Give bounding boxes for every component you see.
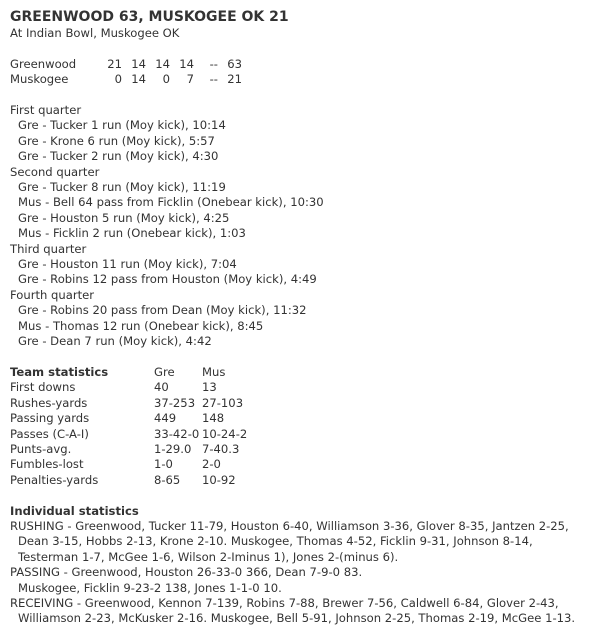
stat-label: Punts-avg. [10, 441, 72, 456]
rushing-line: Testerman 1-7, McGee 1-6, Wilson 2-Iminus 1), Jones 2-(minus 6). [18, 549, 399, 564]
receiving-line: RECEIVING - Greenwood, Kennon 7-139, Robins 7-88, Brewer 7-56, Caldwell 6-84, Glover 2-43, [10, 595, 559, 610]
linescore-final: 63 [227, 56, 242, 71]
scoring-play: Gre - Houston 5 run (Moy kick), 4:25 [18, 210, 230, 225]
stat-value-a: 1-0 [154, 457, 173, 472]
quarter-heading: Third quarter [10, 241, 87, 256]
linescore-q4: 14 [179, 56, 194, 71]
scoring-summary [10, 103, 596, 350]
scoring-play: Gre - Krone 6 run (Moy kick), 5:57 [18, 133, 215, 148]
table-row [10, 427, 247, 442]
scoring-play: Mus - Thomas 12 run (Onebear kick), 8:45 [18, 318, 264, 333]
table-row [10, 442, 247, 457]
team-stats-col-a: Gre [154, 364, 175, 379]
scoring-play: Gre - Tucker 1 run (Moy kick), 10:14 [18, 118, 226, 133]
team-stats-col-b: Mus [202, 364, 226, 379]
linescore-row-muskogee [10, 72, 242, 87]
passing-line: PASSING - Greenwood, Houston 26-33-0 366, Dean 7-9-0 83. [10, 565, 363, 580]
page-title: GREENWOOD 63, MUSKOGEE OK 21 [10, 9, 289, 25]
linescore-q2: 14 [131, 56, 146, 71]
spacer [10, 488, 596, 503]
scoring-play: Gre - Robins 20 pass from Dean (Moy kick), 11:32 [18, 303, 307, 318]
scoring-play: Mus - Ficklin 2 run (Onebear kick), 1:03 [18, 226, 246, 241]
table-row [10, 473, 247, 488]
stat-value-b: 7-40.3 [202, 441, 240, 456]
scoring-play: Gre - Tucker 8 run (Moy kick), 11:19 [18, 180, 226, 195]
stat-value-a: 37-253 [154, 395, 196, 410]
linescore-q1: 21 [107, 56, 122, 71]
stat-value-b: 13 [202, 380, 217, 395]
stat-value-a: 449 [154, 411, 177, 426]
spacer [10, 350, 596, 365]
individual-stats [10, 504, 596, 627]
quarter-heading: Fourth quarter [10, 287, 95, 302]
stat-label: Rushes-yards [10, 395, 88, 410]
linescore-team: Muskogee [10, 72, 69, 87]
linescore-q2: 14 [131, 72, 146, 87]
stat-value-b: 2-0 [202, 457, 221, 472]
table-row [10, 457, 247, 472]
game-location: At Indian Bowl, Muskogee OK [10, 26, 180, 40]
linescore-q4: 7 [186, 72, 194, 87]
stat-value-a: 33-42-0 [154, 426, 200, 441]
stat-label: Fumbles-lost [10, 457, 84, 472]
linescore-q1: 0 [114, 72, 122, 87]
stat-value-b: 148 [202, 411, 225, 426]
scoring-play: Gre - Dean 7 run (Moy kick), 4:42 [18, 334, 212, 349]
linescore-q3: 14 [155, 56, 170, 71]
team-stats-table [10, 365, 247, 488]
stat-value-b: 27-103 [202, 395, 244, 410]
stat-value-b: 10-24-2 [202, 426, 248, 441]
linescore-row-greenwood [10, 57, 242, 72]
stat-label: Penalties-yards [10, 472, 99, 487]
scoring-play: Mus - Bell 64 pass from Ficklin (Onebear kick), 10:30 [18, 195, 324, 210]
spacer [10, 88, 596, 103]
spacer [10, 41, 596, 56]
linescore-final: 21 [227, 72, 242, 87]
passing-line: Muskogee, Ficklin 9-23-2 138, Jones 1-1-0 10. [18, 580, 282, 595]
table-row [10, 411, 247, 426]
linescore-dash: -- [209, 56, 218, 71]
rushing-line: RUSHING - Greenwood, Tucker 11-79, Houston 6-40, Williamson 3-36, Glover 8-35, Jantzen 2-25, [10, 518, 569, 533]
scoring-play: Gre - Tucker 2 run (Moy kick), 4:30 [18, 149, 219, 164]
scoring-play: Gre - Robins 12 pass from Houston (Moy kick), 4:49 [18, 272, 317, 287]
linescore-team: Greenwood [10, 56, 77, 71]
team-stats-header [10, 365, 247, 380]
stat-label: Passes (C-A-I) [10, 426, 89, 441]
stat-value-a: 40 [154, 380, 169, 395]
rushing-line: Dean 3-15, Hobbs 2-13, Krone 2-10. Muskogee, Thomas 4-52, Ficklin 9-31, Johnson 8-14, [18, 534, 533, 549]
individual-stats-heading: Individual statistics [10, 503, 139, 518]
receiving-line: Williamson 2-23, McKusker 2-16. Muskogee, Bell 5-91, Johnson 2-25, Thomas 2-19, McGee 1-13. [18, 611, 576, 626]
table-row [10, 396, 247, 411]
quarter-heading: Second quarter [10, 164, 100, 179]
stat-value-b: 10-92 [202, 472, 236, 487]
linescore-q3: 0 [162, 72, 170, 87]
linescore-dash: -- [209, 72, 218, 87]
stat-value-a: 8-65 [154, 472, 181, 487]
stat-label: First downs [10, 380, 76, 395]
stat-label: Passing yards [10, 411, 90, 426]
quarter-heading: First quarter [10, 103, 82, 117]
linescore-table [10, 57, 242, 88]
team-stats-heading: Team statistics [10, 364, 109, 379]
stat-value-a: 1-29.0 [154, 441, 192, 456]
scoring-play: Gre - Houston 11 run (Moy kick), 7:04 [18, 257, 237, 272]
table-row [10, 380, 247, 395]
